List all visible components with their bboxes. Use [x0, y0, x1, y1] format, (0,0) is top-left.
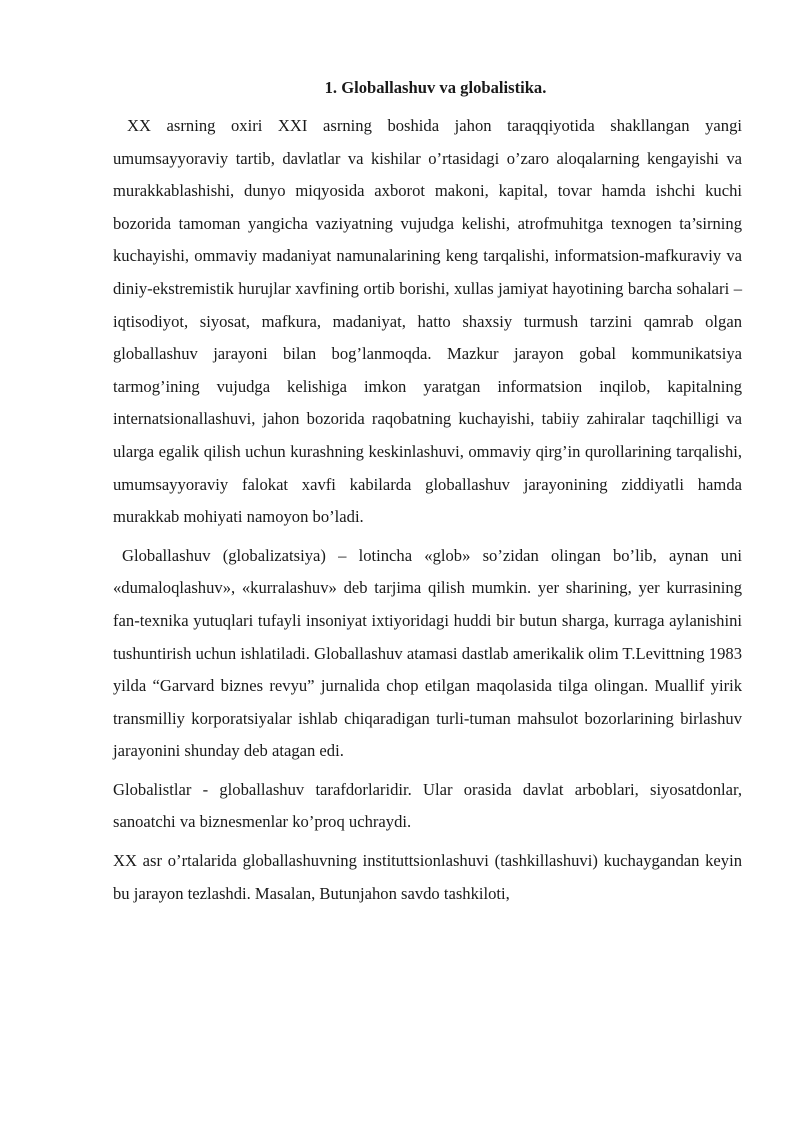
- document-body: [113, 72, 742, 910]
- section-title: 1. Globallashuv va globalistika.: [324, 78, 547, 97]
- paragraph-institutionalization: XX asr o’rtalarida globallashuvning instituttsionlashuvi (tashkillashuvi) kuchaygandan keyin bu jarayon tezlashdi. Masalan, Butunjahon savdo tashkiloti,: [113, 851, 742, 903]
- paragraph-globalists: Globalistlar - globallashuv tarafdorlaridir. Ular orasida davlat arboblari, siyosatdonlar, sanoatchi va biznesmenlar ko’proq uchraydi.: [113, 779, 742, 832]
- paragraph-intro: XX asrning oxiri XXI asrning boshida jahon taraqqiyotida shakllangan yangi umumsayyoraviy tartib, davlatlar va kishilar o’rtasidagi o’zaro aloqalarning kengayishi va murakkablashishi, dunyo miqyosida axborot makoni, kapital, tovar hamda ishchi kuchi bozorida tamoman yangicha vaziyatning vujudga kelishi, atrofmuhitga texnogen ta’sirning kuchayishi, ommaviy madaniyat namunalarining keng tarqalishi, informatsion-mafkuraviy va diniy-ekstremistik hurujlar xavfining ortib borishi, xullas jamiyat hayotining barcha sohalari – iqtisodiyot, siyosat, mafkura, madaniyat, hatto shaxsiy turmush tarzini qamrab olgan globallashuv jarayoni bilan bog’lanmoqda. Mazkur jarayon gobal kommunikatsiya tarmog’ining vujudga kelishiga imkon yaratgan informatsion inqilob, kapitalning internatsionallashuvi, jahon bozorida raqobatning kuchayishi, tabiiy zahiralar taqchilligi va ularga egalik qilish uchun kurashning keskinlashuvi, ommaviy qirg’in qurollarining tarqalishi, umumsayyoraviy falokat xavfi kabilarda globallashuv jarayonining ziddiyatli hamda murakkab mohiyati namoyon bo’ladi.: [113, 116, 742, 527]
- paragraph-definition: Globallashuv (globalizatsiya) – lotincha «glob» so’zidan olingan bo’lib, aynan uni «dumaloqlashuv», «kurralashuv» deb tarjima qilish mumkin. yer sharining, yer kurrasining fan-texnika yutuqlari tufayli insoniyat ixtiyoridagi huddi bir butun sharga, kurraga aylanishini tushuntirish uchun ishlatiladi. Globallashuv atamasi dastlab amerikalik olim T.Levittning 1983 yilda “Garvard biznes revyu” jurnalida chop etilgan maqolasida tilga olingan. Muallif yirik transmilliy korporatsiyalar ishlab chiqaradigan turli-tuman mahsulot bozorlarining birlashuv jarayonini shunday deb atagan edi.: [113, 545, 742, 761]
